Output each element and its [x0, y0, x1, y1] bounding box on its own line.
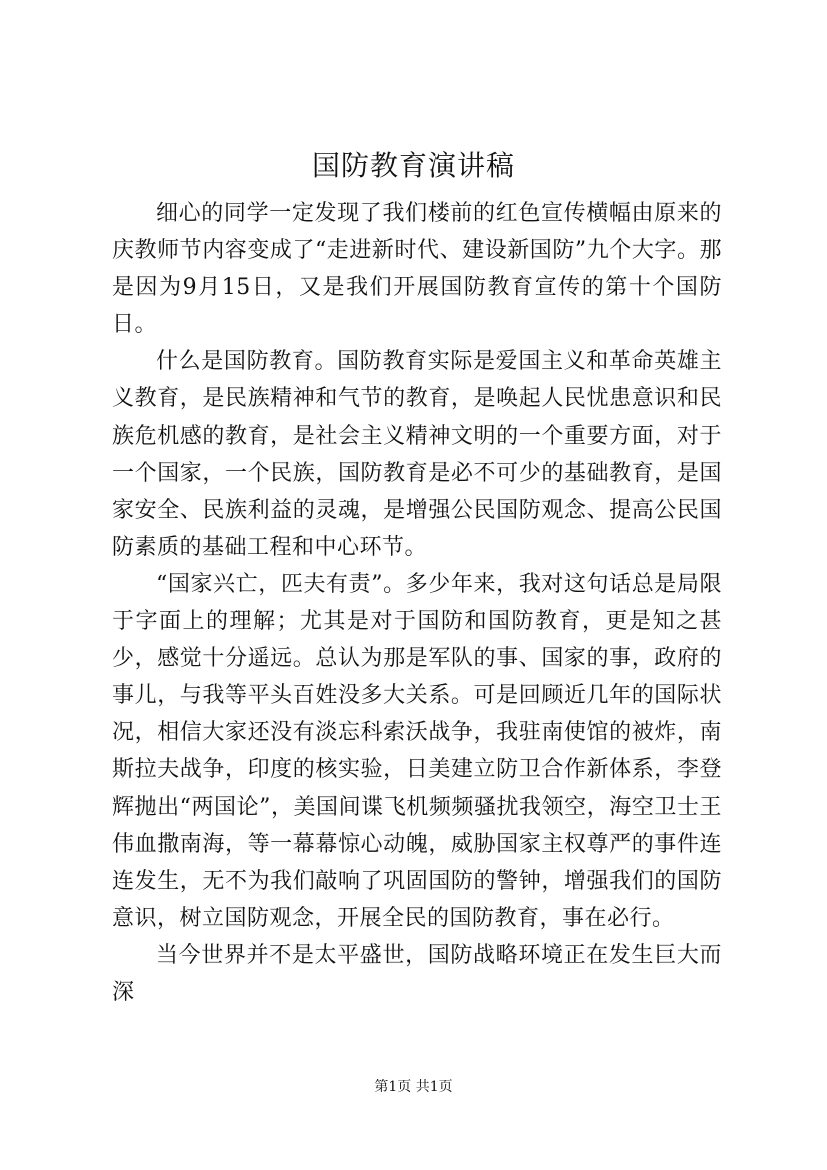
paragraph-4: 当今世界并不是太平盛世，国防战略环境正在发生巨大而深 [112, 942, 722, 1005]
paragraph-1: 细心的同学一定发现了我们楼前的红色宣传横幅由原来的庆教师节内容变成了“走进新时代、建设新国防”九个大字。那是因为9月15日，又是我们开展国防教育宣传的第十个国防日。 [112, 201, 722, 338]
paragraph-2: 什么是国防教育。国防教育实际是爱国主义和革命英雄主义教育，是民族精神和气节的教育，是唤起人民忧患意识和民族危机感的教育，是社会主义精神文明的一个重要方面，对于一个国家，一个民族，国防教育是必不可少的基础教育，是国家安全、民族利益的灵魂，是增强公民国防观念、提高公民国防素质的基础工程和中心环节。 [112, 349, 722, 560]
document-title: 国防教育演讲稿 [311, 149, 515, 182]
page-footer: 第1页 共1页 [374, 1079, 453, 1095]
paragraph-3: “国家兴亡，匹夫有责”。多少年来，我对这句话总是局限于字面上的理解；尤其是对于国防和国防教育，更是知之甚少，感觉十分遥远。总认为那是军队的事、国家的事，政府的事儿，与我等平头百姓没多大关系。可是回顾近几年的国际状况，相信大家还没有淡忘科索沃战争，我驻南使馆的被炸，南斯拉夫战争，印度的核实验，日美建立防卫合作新体系，李登辉抛出“两国论”，美国间谍飞机频频骚扰我领空，海空卫士王伟血撒南海，等一幕幕惊心动魄，威胁国家主权尊严的事件连连发生，无不为我们敲响了巩固国防的警钟，增强我们的国防意识，树立国防观念，开展全民的国防教育，事在必行。 [112, 571, 722, 931]
document-body [112, 195, 722, 1011]
